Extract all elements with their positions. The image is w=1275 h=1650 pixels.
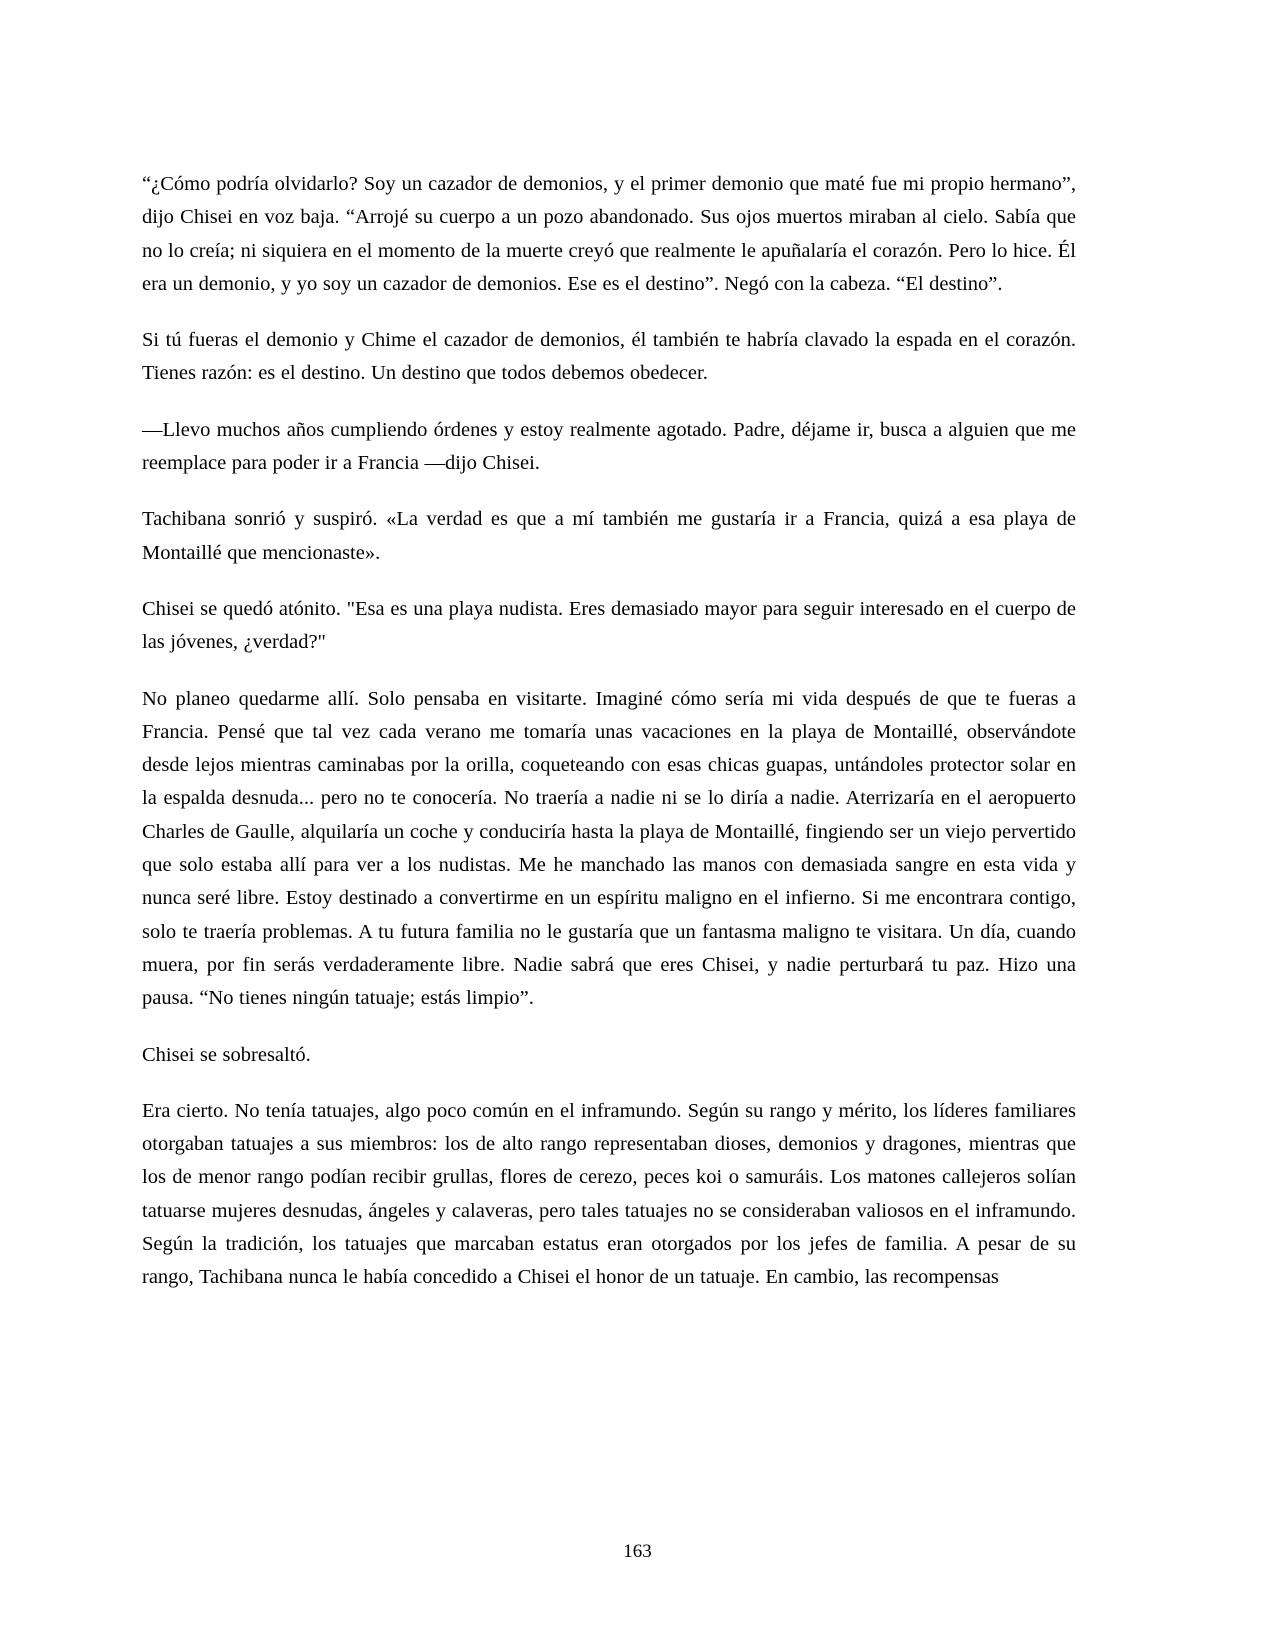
paragraph-8: Era cierto. No tenía tatuajes, algo poco común en el inframundo. Según su rango y mérito, los líderes familiares otorgaban tatuajes a sus miembros: los de alto rango representaban dioses, demonios y dragones, mientras que los de menor rango podían recibir grullas, flores de cerezo, peces koi o samuráis. Los matones callejeros solían tatuarse mujeres desnudas, ángeles y calaveras, pero tales tatuajes no se consideraban valiosos en el inframundo. Según la tradición, los tatuajes que marcaban estatus eran otorgados por los jefes de familia. A pesar de su rango, Tachibana nunca le había concedido a Chisei el honor de un tatuaje. En cambio, las recompensas xyxy=(142,1099,1076,1289)
paragraph-2: Si tú fueras el demonio y Chime el cazador de demonios, él también te habría clavado la espada en el corazón. Tienes razón: es el destino. Un destino que todos debemos obedecer. xyxy=(142,329,1076,385)
paragraph-5: Chisei se quedó atónito. "Esa es una playa nudista. Eres demasiado mayor para seguir interesado en el cuerpo de las jóvenes, ¿verdad?" xyxy=(142,597,1076,654)
body-text-column xyxy=(142,168,1076,1295)
paragraph-1: “¿Cómo podría olvidarlo? Soy un cazador de demonios, y el primer demonio que maté fue mi propio hermano”, dijo Chisei en voz baja. “Arrojé su cuerpo a un pozo abandonado. Sus ojos muertos miraban al cielo. Sabía que no lo creía; ni siquiera en el momento de la muerte creyó que realmente le apuñalaría el corazón. Pero lo hice. Él era un demonio, y yo soy un cazador de demonios. Ese es el destino”. Negó con la cabeza. “El destino”. xyxy=(142,173,1076,295)
paragraph-4: Tachibana sonrió y suspiró. «La verdad es que a mí también me gustaría ir a Francia, quizá a esa playa de Montaillé que mencionaste». xyxy=(142,508,1076,564)
paragraph-3: —Llevo muchos años cumpliendo órdenes y estoy realmente agotado. Padre, déjame ir, busca a alguien que me reemplace para poder ir a Francia —dijo Chisei. xyxy=(142,418,1076,475)
paragraph-7: Chisei se sobresaltó. xyxy=(142,1043,311,1066)
page-number: 163 xyxy=(623,1541,652,1562)
paragraph-6: No planeo quedarme allí. Solo pensaba en visitarte. Imaginé cómo sería mi vida después de que te fueras a Francia. Pensé que tal vez cada verano me tomaría unas vacaciones en la playa de Montaillé, observándote desde lejos mientras caminabas por la orilla, coqueteando con esas chicas guapas, untándoles protector solar en la espalda desnuda... pero no te conocería. No traería a nadie ni se lo diría a nadie. Aterrizaría en el aeropuerto Charles de Gaulle, alquilaría un coche y conduciría hasta la playa de Montaillé, fingiendo ser un viejo pervertido que solo estaba allí para ver a los nudistas. Me he manchado las manos con demasiada sangre en esta vida y nunca seré libre. Estoy destinado a convertirme en un espíritu maligno en el infierno. Si me encontrara contigo, solo te traería problemas. A tu futura familia no le gustaría que un fantasma maligno te visitara. Un día, cuando muera, por fin serás verdaderamente libre. Nadie sabrá que eres Chisei, y nadie perturbará tu paz. Hizo una pausa. “No tienes ningún tatuaje; estás limpio”. xyxy=(142,687,1076,1010)
